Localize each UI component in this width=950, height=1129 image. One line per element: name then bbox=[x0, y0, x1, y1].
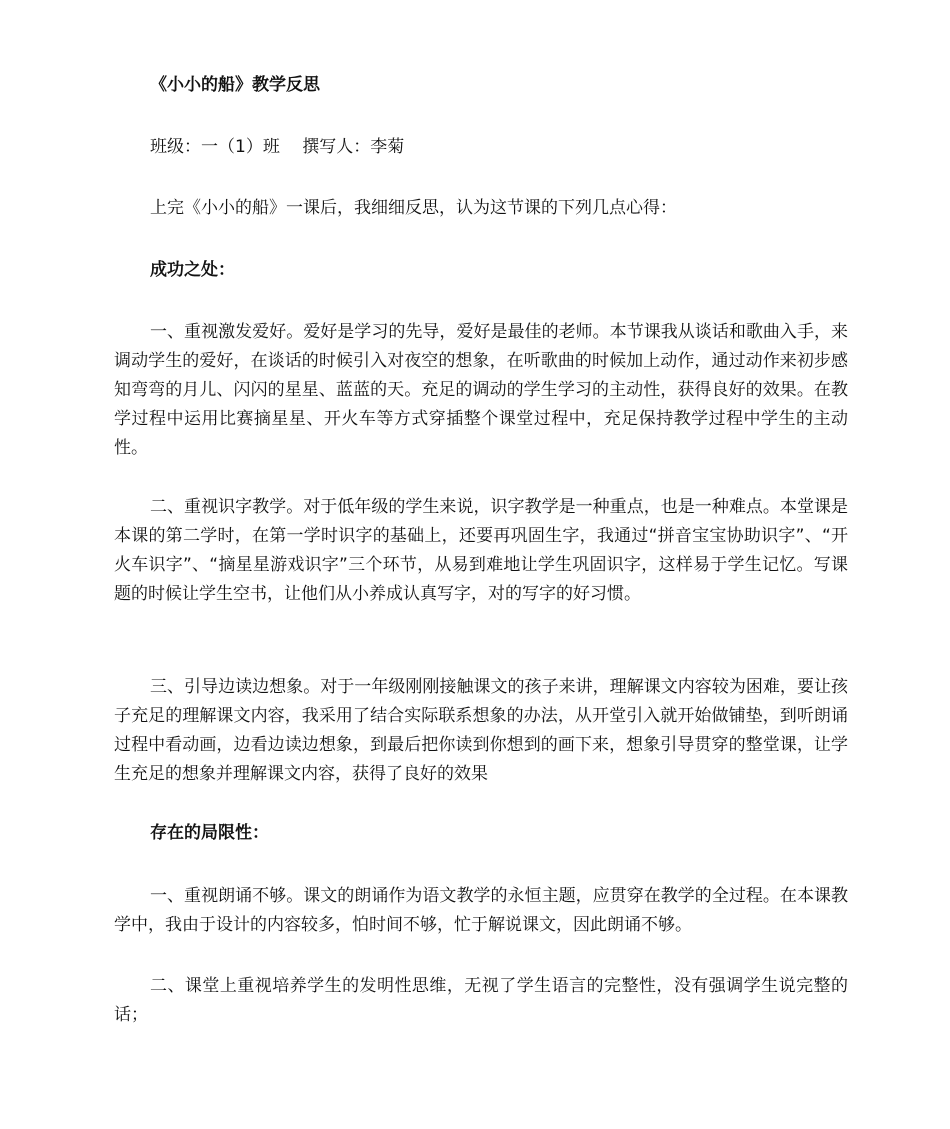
success-heading: 成功之处： bbox=[150, 260, 235, 280]
intro-paragraph: 上完《小小的船》一课后，我细细反思，认为这节课的下列几点心得： bbox=[150, 198, 677, 218]
limitation-paragraph-2: 二、课堂上重视培养学生的发明性思维，无视了学生语言的完整性，没有强调学生说完整的话； bbox=[114, 976, 848, 1025]
success-paragraph-2: 二、重视识字教学。对于低年级的学生来说，识字教学是一种重点，也是一种难点。本堂课是本课的第二学时，在第一学时识字的基础上，还要再巩固生字，我通过“拼音宝宝协助识字”、“开火车识字”、“摘星星游戏识字”三个环节，从易到难地让学生巩固识字，这样易于学生记忆。写课题的时候让学生空书，让他们从小养成认真写字，对的写字的好习惯。 bbox=[114, 497, 848, 604]
success-paragraph-3: 三、引导边读边想象。对于一年级刚刚接触课文的孩子来讲，理解课文内容较为困难，要让孩子充足的理解课文内容，我采用了结合实际联系想象的办法，从开堂引入就开始做铺垫，到听朗诵过程中看动画，边看边读边想象，到最后把你读到你想到的画下来，想象引导贯穿的整堂课，让学生充足的想象并理解课文内容，获得了良好的效果 bbox=[114, 677, 848, 784]
document-title: 《小小的船》教学反思 bbox=[150, 75, 320, 95]
success-paragraph-1: 一、重视激发爱好。爱好是学习的先导，爱好是最佳的老师。本节课我从谈话和歌曲入手，来调动学生的爱好，在谈话的时候引入对夜空的想象，在听歌曲的时候加上动作，通过动作来初步感知弯弯的月儿、闪闪的星星、蓝蓝的天。充足的调动的学生学习的主动性，获得良好的效果。在教学过程中运用比赛摘星星、开火车等方式穿插整个课堂过程中，充足保持教学过程中学生的主动性。 bbox=[114, 322, 848, 458]
limitation-heading: 存在的局限性： bbox=[150, 823, 269, 843]
class-author-line: 班级：一（1）班 撰写人：李菊 bbox=[150, 137, 405, 157]
limitation-paragraph-1: 一、重视朗诵不够。课文的朗诵作为语文教学的永恒主题，应贯穿在教学的全过程。在本课教学中，我由于设计的内容较多，怕时间不够，忙于解说课文，因此朗诵不够。 bbox=[114, 886, 848, 935]
